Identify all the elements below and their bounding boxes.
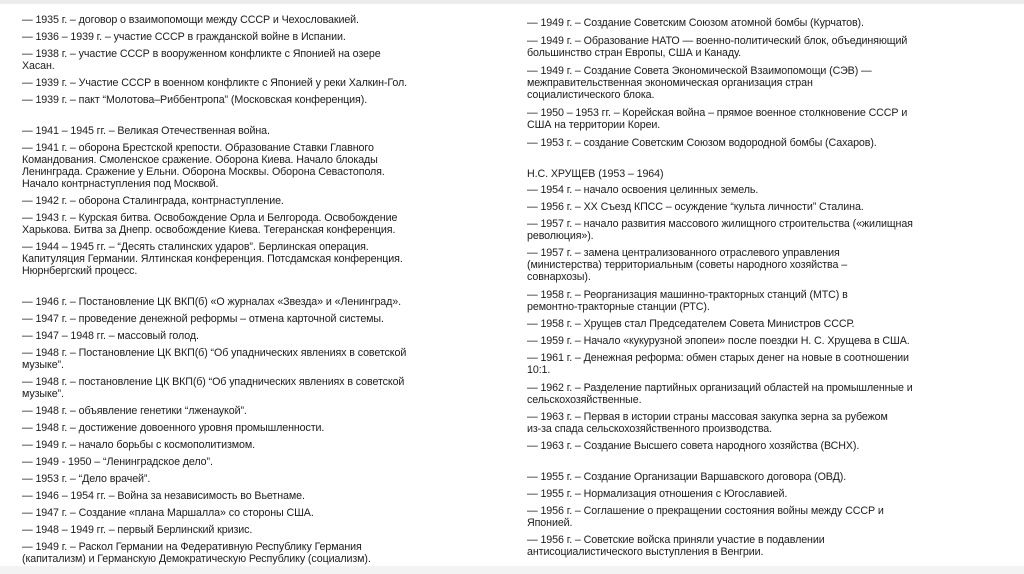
list-item: — 1941 – 1945 гг. – Великая Отечественная война. — [22, 125, 270, 137]
list-item: — 1955 г. – Нормализация отношения с Югославией. — [527, 488, 788, 500]
list-item: — 1956 г. – Советские войска приняли участие в подавлении — [527, 534, 825, 546]
list-item: сельскохозяйственные. — [527, 394, 642, 406]
list-item: Ленинграда. Сражение у Ельни. Оборона Москвы. Оборона Севастополя. — [22, 166, 385, 178]
list-item: Капитуляция Германии. Ялтинская конференция. Потсдамская конференция. — [22, 253, 403, 265]
list-item: — 1947 г. – Создание «плана Маршалла» со стороны США. — [22, 507, 314, 519]
list-item: — 1956 г. – Соглашение о прекращении состояния войны между СССР и — [527, 505, 884, 517]
list-item: совнархозы). — [527, 271, 591, 283]
list-item: — 1949 - 1950 – “Ленинградское дело”. — [22, 456, 213, 468]
list-item: (капитализм) и Германскую Демократическую Республику (социализм). — [22, 553, 371, 565]
list-item: — 1948 – 1949 гг. – первый Берлинский кризис. — [22, 524, 253, 536]
list-item: — 1961 г. – Денежная реформа: обмен старых денег на новые в соотношении — [527, 352, 909, 364]
list-item: — 1942 г. – оборона Сталинграда, контрнаступление. — [22, 195, 284, 207]
list-item: — 1953 г. – создание Советским Союзом водородной бомбы (Сахаров). — [527, 137, 877, 149]
list-item: — 1948 г. – достижение довоенного уровня промышленности. — [22, 422, 325, 434]
top-border — [0, 0, 1024, 4]
list-item: — 1943 г. – Курская битва. Освобождение Орла и Белгорода. Освобождение — [22, 212, 398, 224]
list-item: — 1946 – 1954 гг. – Война за независимость во Вьетнаме. — [22, 490, 305, 502]
list-item: — 1958 г. – Реорганизация машинно-тракторных станций (МТС) в — [527, 289, 848, 301]
list-item: — 1963 г. – Создание Высшего совета народного хозяйства (ВСНХ). — [527, 440, 860, 452]
list-item: — 1935 г. – договор о взаимопомощи между СССР и Чехословакией. — [22, 14, 359, 26]
list-item: Харькова. Битва за Днепр. освобождение Киева. Тегеранская конференция. — [22, 224, 396, 236]
list-item: Хасан. — [22, 60, 55, 72]
section-heading: Н.С. ХРУЩЕВ (1953 – 1964) — [527, 168, 664, 180]
list-item: США на территории Кореи. — [527, 119, 661, 131]
list-item: — 1954 г. – начало освоения целинных земель. — [527, 184, 759, 196]
list-item: большинство стран Европы, США и Канаду. — [527, 47, 742, 59]
list-item: — 1963 г. – Первая в истории страны массовая закупка зерна за рубежом — [527, 411, 888, 423]
list-item: — 1939 г. – пакт “Молотова–Риббентропа” (Московская конференция). — [22, 94, 368, 106]
list-item: — 1956 г. – XX Съезд КПСС – осуждение “культа личности” Сталина. — [527, 201, 864, 213]
list-item: межправительственная экономическая организация стран — [527, 77, 813, 89]
list-item: — 1950 – 1953 гг. – Корейская война – прямое военное столкновение СССР и — [527, 107, 908, 119]
list-item: — 1949 г. – начало борьбы с космополитизмом. — [22, 439, 255, 451]
list-item: — 1948 г. – постановление ЦК ВКП(б) “Об упаднических явлениях в советской — [22, 376, 405, 388]
list-item: Японией. — [527, 517, 573, 529]
bottom-border — [0, 566, 1024, 574]
list-item: — 1949 г. – Образование НАТО — военно-политический блок, объединяющий — [527, 35, 908, 47]
list-item: 10:1. — [527, 364, 551, 376]
list-item: музыке”. — [22, 359, 64, 371]
list-item: Начало контрнаступления под Москвой. — [22, 178, 219, 190]
list-item: — 1947 г. – проведение денежной реформы – отмена карточной системы. — [22, 313, 384, 325]
list-item: социалистического блока. — [527, 89, 655, 101]
list-item: — 1949 г. – Раскол Германии на Федеративную Республику Германия — [22, 541, 362, 553]
list-item: Командования. Смоленское сражение. Оборона Киева. Начало блокады — [22, 154, 378, 166]
list-item: — 1944 – 1945 гг. – “Десять сталинских ударов”. Берлинская операция. — [22, 241, 369, 253]
list-item: — 1949 г. – Создание Совета Экономической Взаимопомощи (СЭВ) — — [527, 65, 872, 77]
list-item: — 1939 г. – Участие СССР в военном конфликте с Японией у реки Халкин-Гол. — [22, 77, 408, 89]
list-item: — 1959 г. – Начало «кукурузной эпопеи» после поездки Н. С. Хрущева в США. — [527, 335, 910, 347]
list-item: — 1946 г. – Постановление ЦК ВКП(б) «О журналах «Звезда» и «Ленинград». — [22, 296, 401, 308]
list-item: — 1948 г. – объявление генетики “лженаукой”. — [22, 405, 247, 417]
list-item: — 1957 г. – начало развития массового жилищного строительства («жилищная — [527, 218, 913, 230]
list-item: антисоциалистического выступления в Венгрии. — [527, 546, 764, 558]
list-item: революция»). — [527, 230, 594, 242]
list-item: — 1953 г. – “Дело врачей”. — [22, 473, 151, 485]
list-item: — 1948 г. – Постановление ЦК ВКП(б) “Об упаднических явлениях в советской — [22, 347, 407, 359]
list-item: — 1938 г. – участие СССР в вооруженном конфликте с Японией на озере — [22, 48, 381, 60]
list-item: — 1955 г. – Создание Организации Варшавского договора (ОВД). — [527, 471, 847, 483]
list-item: Нюрнбергский процесс. — [22, 265, 138, 277]
list-item: — 1941 г. – оборона Брестской крепости. Образование Ставки Главного — [22, 142, 374, 154]
list-item: — 1936 – 1939 г. – участие СССР в гражданской войне в Испании. — [22, 31, 346, 43]
list-item: — 1949 г. – Создание Советским Союзом атомной бомбы (Курчатов). — [527, 17, 864, 29]
list-item: — 1957 г. – замена централизованного отраслевого управления — [527, 247, 840, 259]
list-item: — 1958 г. – Хрущев стал Председателем Совета Министров СССР. — [527, 318, 855, 330]
list-item: — 1947 – 1948 гг. – массовый голод. — [22, 330, 199, 342]
list-item: из-за спада сельскохозяйственного производства. — [527, 423, 772, 435]
list-item: — 1962 г. – Разделение партийных организаций областей на промышленные и — [527, 382, 913, 394]
list-item: ремонтно-тракторные станции (РТС). — [527, 301, 710, 313]
list-item: (министерства) территориальным (советы народного хозяйства – — [527, 259, 848, 271]
list-item: музыке”. — [22, 388, 64, 400]
